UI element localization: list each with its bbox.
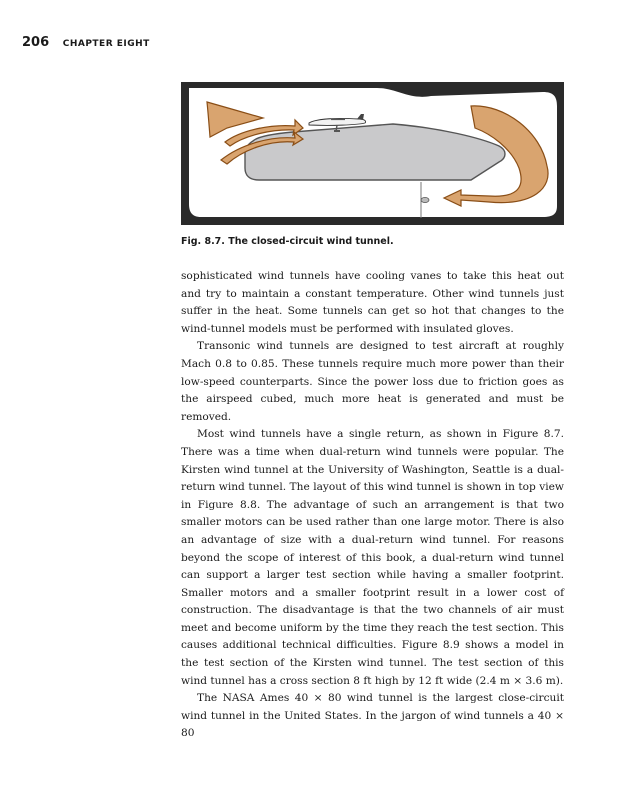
figure-caption-text: The closed-circuit wind tunnel. xyxy=(228,236,394,247)
running-head xyxy=(22,31,150,50)
paragraph: The NASA Ames 40 × 80 wind tunnel is the largest close-circuit wind tunnel in the United States. In the jargon of wind tunnels a 40 × 80 xyxy=(181,692,564,740)
figure-caption xyxy=(181,236,394,247)
wind-tunnel-figure xyxy=(181,82,564,225)
chapter-label: CHAPTER EIGHT xyxy=(62,39,150,49)
body-text xyxy=(181,268,564,743)
page-number: 206 xyxy=(22,35,50,50)
paragraph: sophisticated wind tunnels have cooling vanes to take this heat out and try to maintain a constant temperature. Other wind tunnels just suffer in the heat. Some tunnels can get so hot that changes to the wind-tunnel models must be performed with insulated gloves. xyxy=(181,270,564,335)
paragraph: Transonic wind tunnels are designed to test aircraft at roughly Mach 0.8 to 0.85. These tunnels require much more power than their low-speed counterparts. Since the power loss due to friction goes as the airspeed cubed, much more heat is generated and must be removed. xyxy=(181,340,564,423)
figure-label: Fig. 8.7. xyxy=(181,236,225,247)
paragraph: Most wind tunnels have a single return, as shown in Figure 8.7. There was a time when dual-return wind tunnels were popular. The Kirsten wind tunnel at the University of Washington, Seattle is a dual-return wind tunnel. The layout of this wind tunnel is shown in top view in Figure 8.8. The advantage of such an arrangement is that two smaller motors can be used rather than one large motor. There is also an advantage of size with a dual-return wind tunnel. For reasons beyond the scope of interest of this book, a dual-return wind tunnel can support a larger test section while having a smaller footprint. Smaller motors and a smaller footprint result in a lower cost of construction. The disadvantage is that the two channels of air must meet and become uniform by the time they reach the test section. This causes additional technical difficulties. Figure 8.9 shows a model in the test section of the Kirsten wind tunnel. The test section of this wind tunnel has a cross section 8 ft high by 12 ft wide (2.4 m × 3.6 m). xyxy=(181,428,564,687)
